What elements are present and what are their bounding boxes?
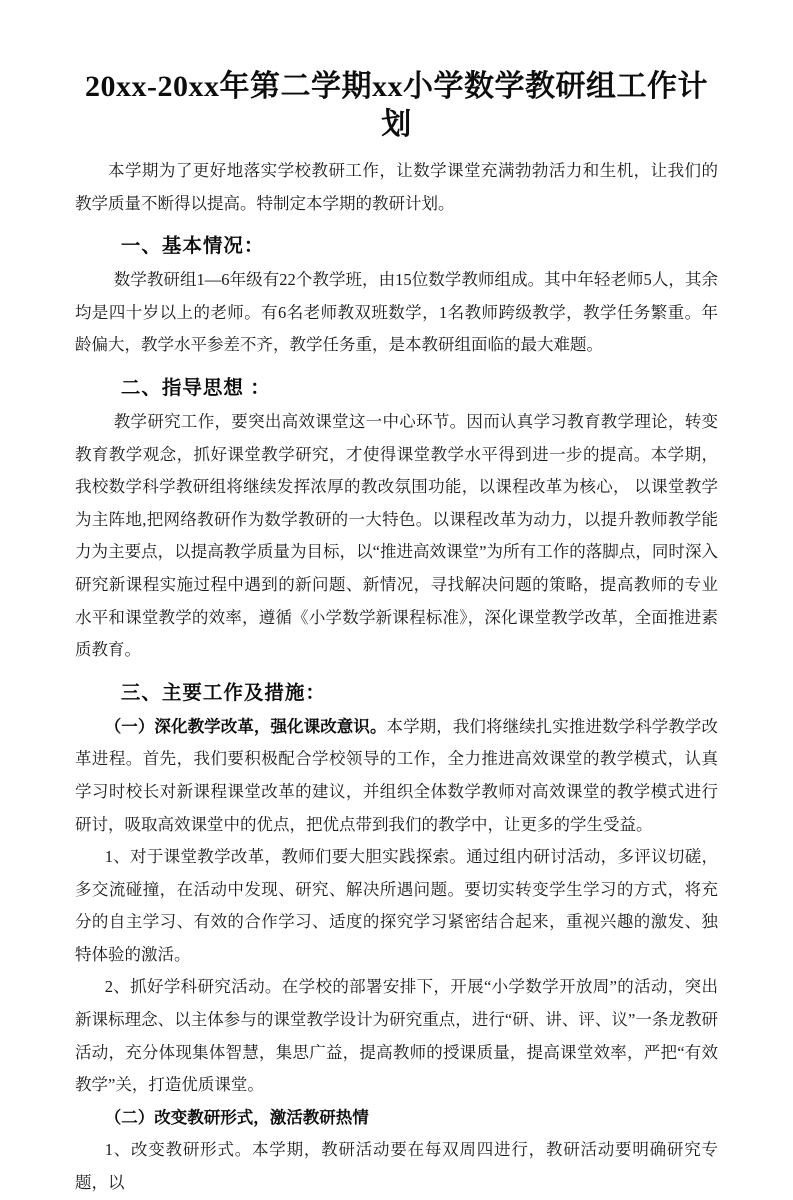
sub-section-heading (75, 1102, 718, 1135)
paragraph-text: 1、改变教研形式。本学期，教研活动要在每双周四进行，教研活动要明确研究专题，以 (75, 1140, 718, 1193)
intro-paragraph: 本学期为了更好地落实学校教研工作，让数学课堂充满勃勃活力和生机，让我们的教学质量不断得以提高。特制定本学期的教研计划。 (75, 161, 718, 213)
paragraph (75, 406, 718, 667)
section-heading-2: 二、指导思想 ： (120, 376, 271, 399)
sub-section-heading-text: （二）改变教研形式，激活教研热情 (104, 1108, 369, 1127)
paragraph (75, 711, 718, 841)
document-title: 20xx-20xx年第二学期xx小学数学教研组工作计划 (85, 70, 708, 141)
paragraph-text: 1、对于课堂教学改革，教师们要大胆实践探索。通过组内研讨活动，多评议切磋，多交流碰撞，在活动中发现、研究、解决所遇问题。要切实转变学生学习的方式，将充分的自主学习、有效的合作学习、适度的探究学习紧密结合起来，重视兴趣的激发、独特体验的激活。 (75, 847, 718, 964)
paragraph (75, 971, 718, 1101)
section-heading-3: 三、主要工作及措施： (120, 681, 326, 704)
paragraph-bold-lead: （一）深化教学改革，强化课改意识。 (104, 717, 387, 736)
paragraph-text: 本学期，我们将继续扎实推进数学科学教学改革进程。首先，我们要积极配合学校领导的工作，全力推进高效课堂的教学模式，认真学习时校长对新课程课堂改革的建议，并组织全体数学教师对高效课堂的教学模式进行研讨，吸取高效课堂中的优点，把优点带到我们的教学中，让更多的学生受益。 (75, 716, 718, 834)
paragraph-text: 2、抓好学科研究活动。在学校的部署安排下，开展“小学数学开放周”的活动，突出新课标理念、以主体参与的课堂教学设计为研究重点，进行“研、讲、评、议”一条龙教研活动，充分体现集体智慧，集思广益，提高教师的授课质量，提高课堂效率，严把“有效教学”关，打造优质课堂。 (75, 977, 718, 1095)
paragraph (75, 841, 718, 971)
paragraph (75, 1134, 718, 1199)
paragraph-text: 教学研究工作，要突出高效课堂这一中心环节。因而认真学习教育教学理论，转变教育教学观念，抓好课堂教学研究，才使得课堂教学水平得到进一步的提高。本学期，我校数学科学教研组将继续发挥浓厚的教改氛围功能，以课程改革为核心， 以课堂教学为主阵地,把网络教研作为数学教研的一大特色。以课程改革为动力，以提升教师教学能力为主要点，以提高教学质量为目标，以“推进高效课堂”为所有工作的落脚点，同时深入研究新课程实施过程中遇到的新问题、新情况，寻找解决问题的策略，提高教师的专业水平和课堂教学的效率，遵循《小学数学新课程标准》，深化课堂教学改革，全面推进素质教育。 (75, 411, 718, 660)
paragraph-text: 数学教研组1—6年级有22个教学班，由15位数学教师组成。其中年轻老师5人，其余均是四十岁以上的老师。有6名老师教双班数学，1名教师跨级教学，教学任务繁重。年龄偏大，教学水平参差不齐，教学任务重，是本教研组面临的最大难题。 (75, 270, 718, 355)
paragraph (75, 264, 718, 362)
section-heading-1: 一、基本情况： (120, 235, 265, 258)
